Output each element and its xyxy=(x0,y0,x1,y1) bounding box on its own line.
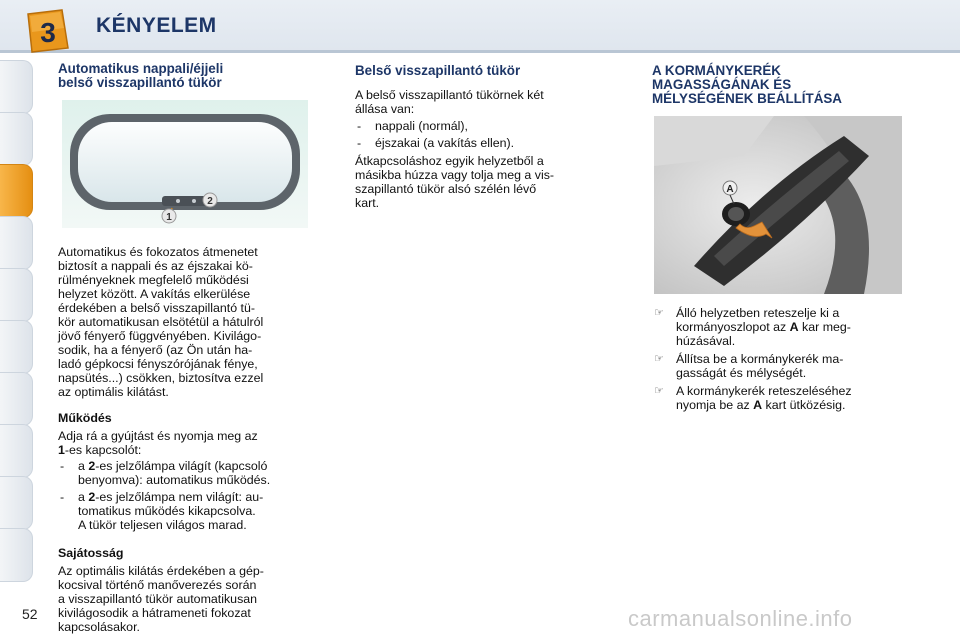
column-manual-mirror xyxy=(355,64,605,210)
mukodes-item-2: - a 2-es jelzőlámpa nem világít: au- tomatikus működés kikapcsolva. A tükör teljesen világos marad. xyxy=(60,490,264,532)
chapter-title: KÉNYELEM xyxy=(96,14,217,37)
mirror-position-day: - nappali (normál), xyxy=(357,119,468,133)
sajatossag-paragraph: Az optimális kilátás érdekében a gép- kocsival történő manőverezés során a visszapillantó tükör automatikusan kivilágosodik a hátrameneti fokozat kapcsolásakor. xyxy=(58,564,264,634)
chapter-tab-8[interactable] xyxy=(0,424,33,478)
chapter-number: 3 xyxy=(40,17,56,48)
section-title-auto-mirror: Automatikus nappali/éjjeli belső visszapillantó tükör xyxy=(58,61,224,90)
auto-mirror-body xyxy=(58,245,308,634)
subheading-sajatossag: Sajátosság xyxy=(58,546,124,560)
section-title-manual-mirror: Belső visszapillantó tükör xyxy=(355,63,521,78)
auto-mirror-image xyxy=(62,100,308,228)
chapter-tab-3-active[interactable] xyxy=(0,164,33,218)
instruction-lock: ☞ A kormánykerék reteszeléséhez nyomja be az A kart ütközésig. xyxy=(654,384,852,412)
header-rule xyxy=(0,50,960,53)
chapter-tab-10[interactable] xyxy=(0,528,33,582)
manual-mirror-intro: A belső visszapillantó tükörnek két állása van: xyxy=(355,88,544,116)
steering-instructions xyxy=(652,306,904,412)
chapter-number-badge xyxy=(24,8,72,54)
mukodes-paragraph: Adja rá a gyújtást és nyomja meg az 1-es kapcsolót: xyxy=(58,429,258,457)
subheading-mukodes: Működés xyxy=(58,411,112,425)
chapter-tab-9[interactable] xyxy=(0,476,33,530)
intro-paragraph: Automatikus és fokozatos átmenetet biztosít a nappali és az éjszakai kö- rülményeknek megfelelő működési helyzet között. A vakítás elkerülése érdekében a belső visszapillantó tü- kör automatikusan elsötétül a hátulról jövő fényerő függvényében. Kivilágo- sodik, ha a fényerő (az Ön után ha- ladó gépkocsi fényszórójának fénye, napsütés...) csökken, biztosítva ezzel az optimális kilátást. xyxy=(58,245,264,399)
watermark: carmanualsonline.info xyxy=(628,606,853,631)
mirror-position-night: - éjszakai (a vakítás ellen). xyxy=(357,136,515,150)
column-auto-mirror xyxy=(58,62,308,90)
chapter-tab-4[interactable] xyxy=(0,216,33,270)
side-tab-strip xyxy=(0,60,34,570)
section-title-steering-wheel: A KORMÁNYKERÉK MAGASSÁGÁNAK ÉS MÉLYSÉGÉNEK BEÁLLÍTÁSA xyxy=(652,63,842,106)
manual-mirror-paragraph: Átkapcsoláshoz egyik helyzetből a másikba húzza vagy tolja meg a vis- szapillantó tükör alsó szélén lévő kart. xyxy=(355,154,555,210)
steering-column-image xyxy=(654,116,902,294)
column-steering-wheel xyxy=(652,64,904,106)
chapter-tab-7[interactable] xyxy=(0,372,33,426)
chapter-tab-1[interactable] xyxy=(0,60,33,114)
callout-a: A xyxy=(726,184,734,195)
chapter-tab-5[interactable] xyxy=(0,268,33,322)
instruction-adjust: ☞ Állítsa be a kormánykerék ma- gasságát és mélységét. xyxy=(654,352,844,380)
chapter-tab-6[interactable] xyxy=(0,320,33,374)
page-number: 52 xyxy=(22,606,38,622)
mukodes-item-1: - a 2-es jelzőlámpa világít (kapcsoló benyomva): automatikus működés. xyxy=(60,459,271,487)
callout-1: 1 xyxy=(166,212,172,223)
instruction-unlock: ☞ Álló helyzetben reteszelje ki a kormányoszlopot az A kar meg- húzásával. xyxy=(654,306,851,348)
chapter-tab-2[interactable] xyxy=(0,112,33,166)
callout-2: 2 xyxy=(207,196,213,207)
